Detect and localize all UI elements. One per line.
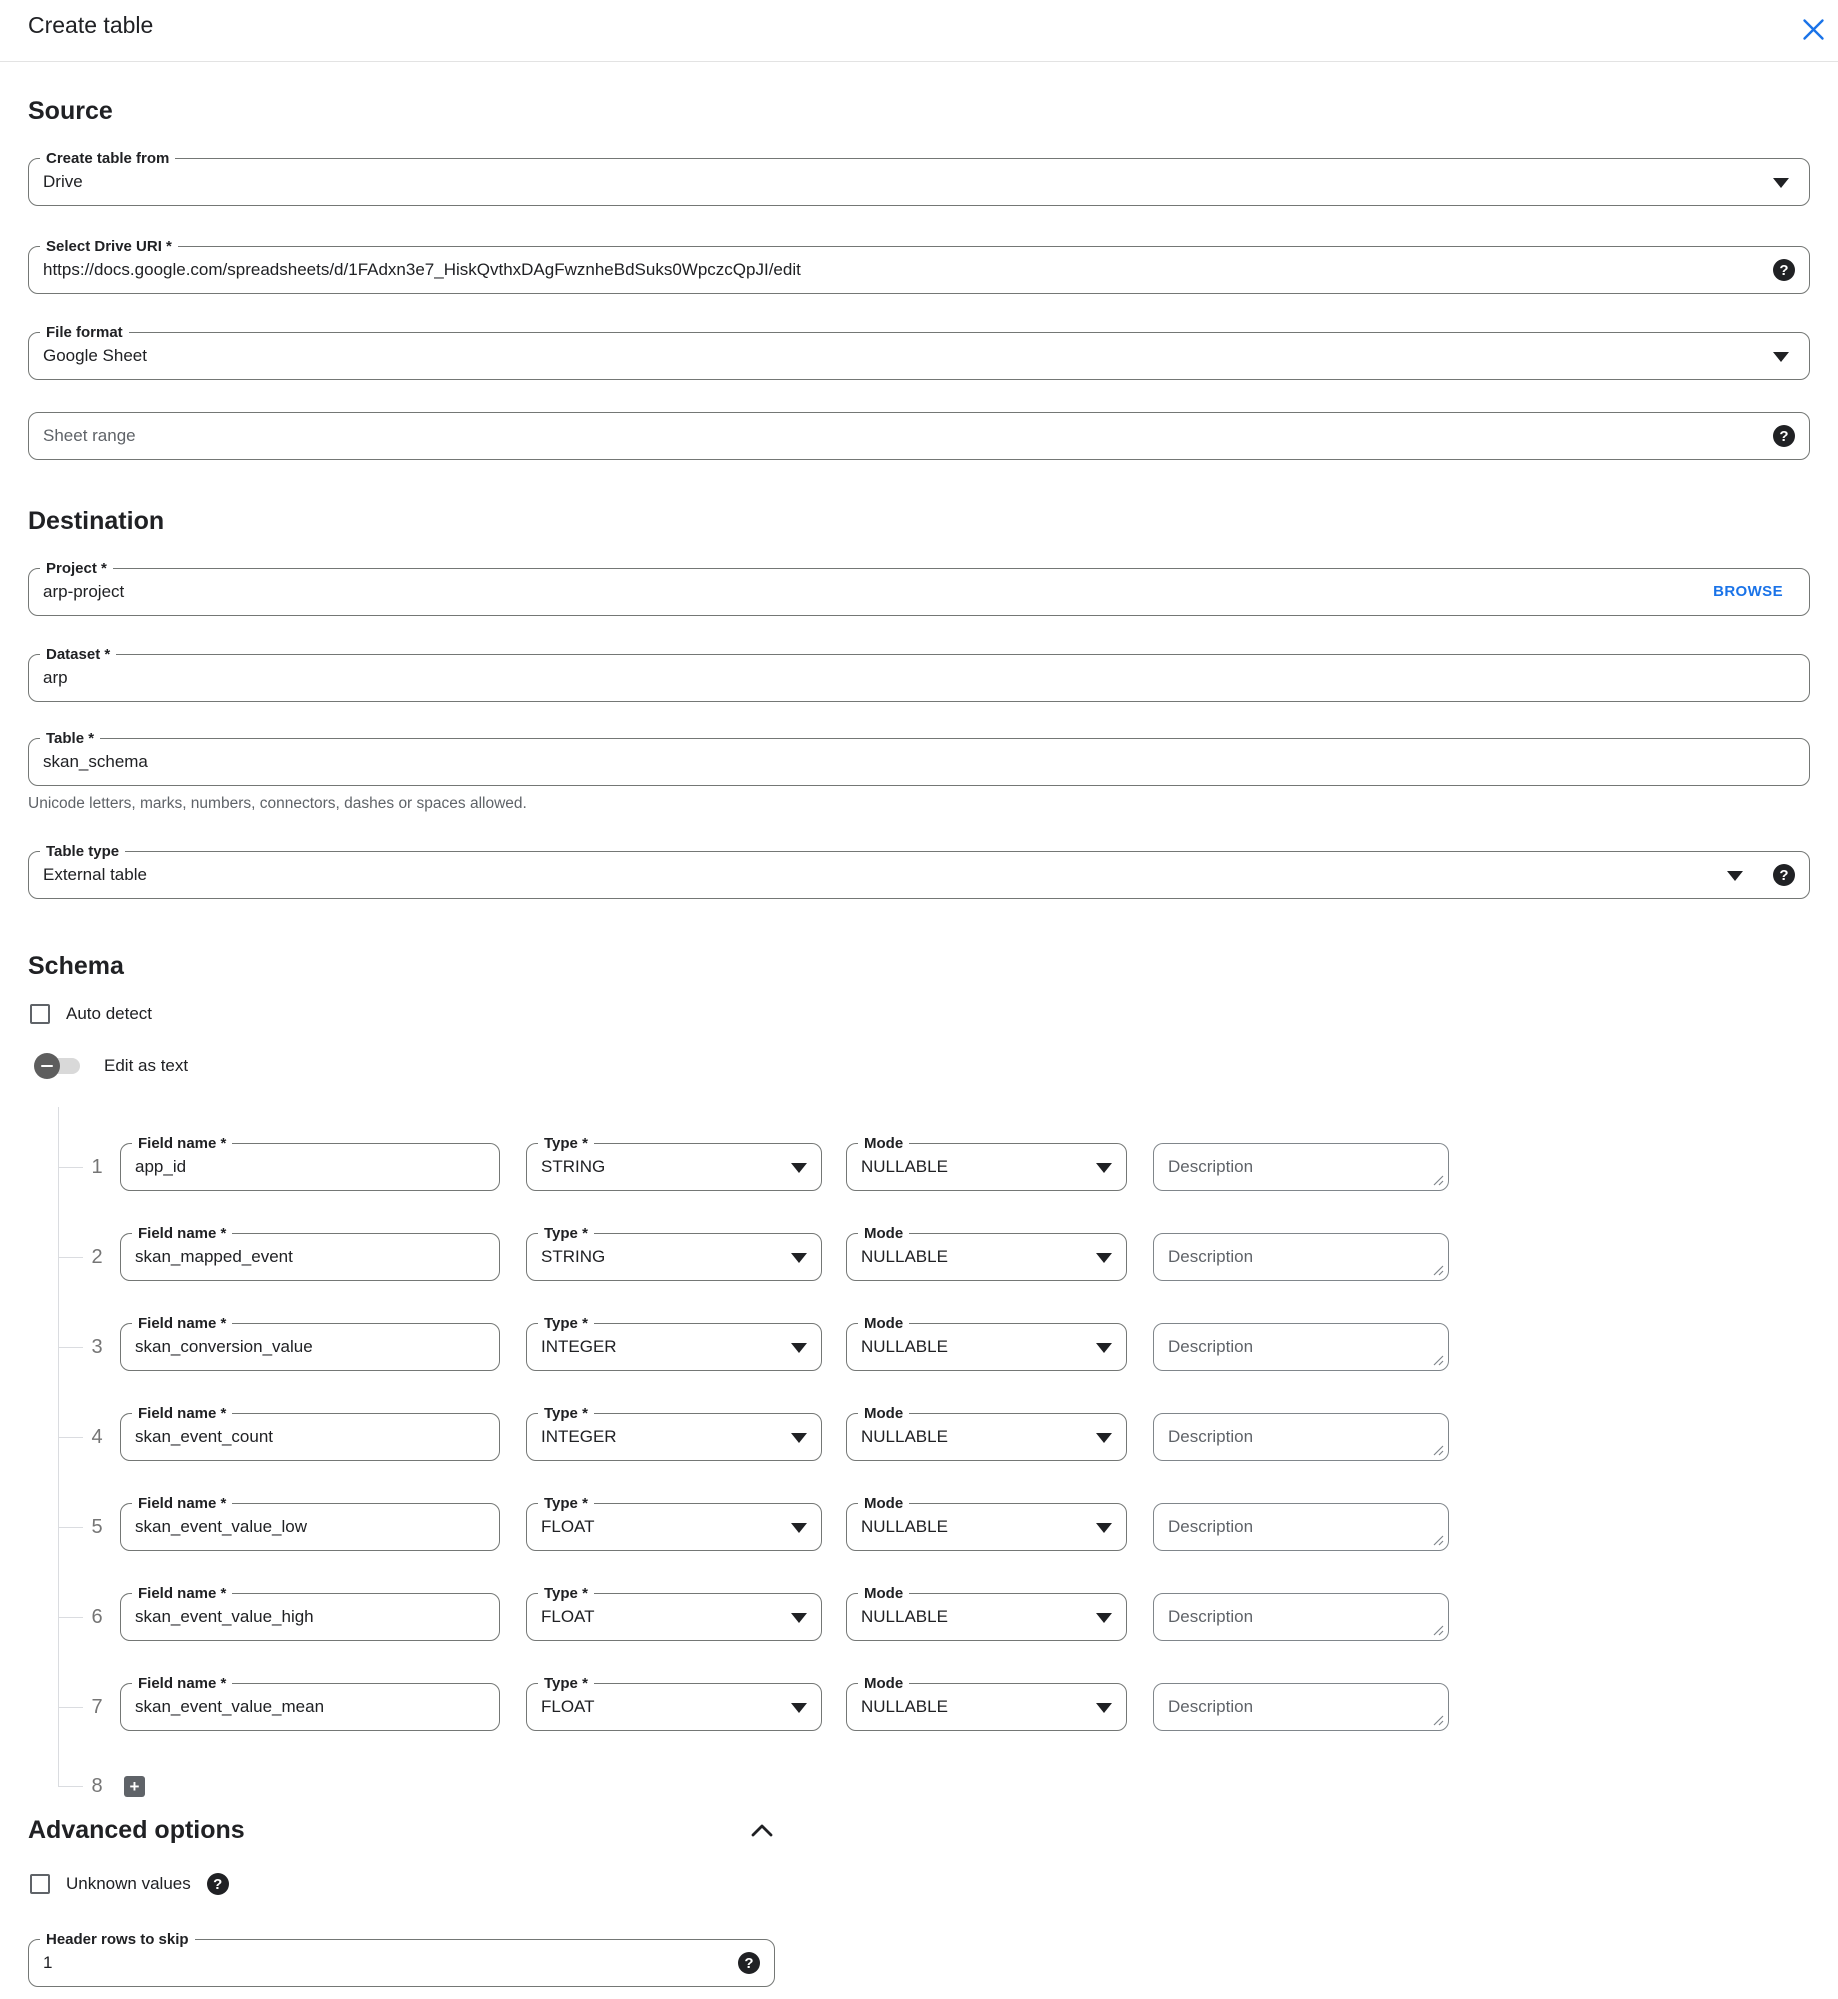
field-type-value: FLOAT	[541, 1697, 595, 1716]
field-name-field	[120, 1585, 500, 1641]
field-description-field	[1153, 1593, 1449, 1641]
header-rows-to-skip-field	[28, 1931, 775, 1987]
field-type-value: STRING	[541, 1157, 606, 1176]
edit-as-text-toggle[interactable]	[34, 1053, 80, 1079]
field-type-label: Type *	[538, 1584, 594, 1603]
field-name-label: Field name *	[132, 1134, 232, 1153]
field-name-label: Field name *	[132, 1404, 232, 1423]
schema-row-number: 3	[91, 1335, 103, 1358]
field-name-field	[120, 1135, 500, 1191]
field-mode-select[interactable]	[846, 1405, 1127, 1461]
file-format-label: File format	[40, 323, 129, 342]
schema-rows	[28, 1135, 1810, 1731]
dialog-title: Create table	[28, 12, 154, 38]
field-name-label: Field name *	[132, 1584, 232, 1603]
field-type-label: Type *	[538, 1224, 594, 1243]
field-type-value: FLOAT	[541, 1607, 595, 1626]
help-icon[interactable]: ?	[1773, 425, 1795, 447]
field-type-value: INTEGER	[541, 1337, 617, 1356]
dropdown-caret-icon	[791, 1523, 807, 1533]
schema-row	[28, 1315, 1810, 1371]
table-name-input[interactable]	[29, 739, 1809, 785]
field-mode-value: NULLABLE	[861, 1157, 948, 1176]
field-name-label: Field name *	[132, 1224, 232, 1243]
dropdown-caret-icon	[1096, 1163, 1112, 1173]
create-table-from-label: Create table from	[40, 149, 175, 168]
dropdown-caret-icon	[1727, 871, 1743, 881]
sheet-range-input[interactable]	[29, 413, 1809, 459]
schema-row-number: 8	[91, 1774, 103, 1797]
field-type-label: Type *	[538, 1404, 594, 1423]
field-mode-label: Mode	[858, 1674, 909, 1693]
field-type-value: STRING	[541, 1247, 606, 1266]
resize-handle-icon[interactable]	[1433, 1175, 1444, 1186]
field-mode-value: NULLABLE	[861, 1247, 948, 1266]
project-field	[28, 560, 1810, 616]
field-description-input[interactable]	[1154, 1144, 1448, 1190]
auto-detect-checkbox[interactable]	[30, 1004, 50, 1024]
dataset-input[interactable]	[29, 655, 1809, 701]
field-type-value: INTEGER	[541, 1427, 617, 1446]
schema-field-list	[28, 1135, 1810, 1799]
field-description-input[interactable]	[1154, 1414, 1448, 1460]
help-icon[interactable]: ?	[738, 1952, 760, 1974]
dropdown-caret-icon	[1096, 1253, 1112, 1263]
resize-handle-icon[interactable]	[1433, 1265, 1444, 1276]
create-table-from-select[interactable]	[28, 150, 1810, 206]
dropdown-caret-icon	[791, 1433, 807, 1443]
field-type-label: Type *	[538, 1674, 594, 1693]
field-description-field	[1153, 1323, 1449, 1371]
field-mode-select[interactable]	[846, 1585, 1127, 1641]
field-type-select[interactable]	[526, 1495, 822, 1551]
field-type-select[interactable]	[526, 1405, 822, 1461]
dropdown-caret-icon	[791, 1163, 807, 1173]
resize-handle-icon[interactable]	[1433, 1535, 1444, 1546]
field-mode-value: NULLABLE	[861, 1697, 948, 1716]
edit-as-text-label: Edit as text	[104, 1056, 189, 1075]
schema-row-number: 6	[91, 1605, 103, 1628]
field-mode-select[interactable]	[846, 1495, 1127, 1551]
dropdown-caret-icon	[791, 1343, 807, 1353]
unknown-values-checkbox[interactable]	[30, 1874, 50, 1894]
field-mode-label: Mode	[858, 1584, 909, 1603]
schema-add-row	[28, 1773, 1810, 1799]
field-mode-label: Mode	[858, 1224, 909, 1243]
field-name-label: Field name *	[132, 1314, 232, 1333]
dropdown-caret-icon	[1096, 1703, 1112, 1713]
field-name-field	[120, 1225, 500, 1281]
auto-detect-row	[30, 1003, 1810, 1025]
dropdown-caret-icon	[1096, 1433, 1112, 1443]
schema-row	[28, 1405, 1810, 1461]
browse-button[interactable]: BROWSE	[1713, 583, 1783, 600]
schema-row	[28, 1135, 1810, 1191]
field-type-select[interactable]	[526, 1315, 822, 1371]
dialog-body	[0, 96, 1838, 1987]
schema-row	[28, 1585, 1810, 1641]
collapse-section-button[interactable]	[749, 1817, 775, 1843]
dropdown-caret-icon	[791, 1253, 807, 1263]
field-mode-select[interactable]	[846, 1225, 1127, 1281]
table-type-label: Table type	[40, 842, 125, 861]
help-icon[interactable]: ?	[1773, 864, 1795, 886]
field-type-select[interactable]	[526, 1135, 822, 1191]
dataset-label: Dataset *	[40, 645, 116, 664]
close-button[interactable]	[1798, 14, 1828, 44]
field-mode-select[interactable]	[846, 1675, 1127, 1731]
create-table-from-value: Drive	[43, 172, 83, 191]
schema-row-number: 7	[91, 1695, 103, 1718]
field-name-field	[120, 1495, 500, 1551]
field-name-field	[120, 1675, 500, 1731]
field-type-label: Type *	[538, 1494, 594, 1513]
table-type-select[interactable]	[28, 843, 1810, 899]
resize-handle-icon[interactable]	[1433, 1625, 1444, 1636]
schema-row-number: 1	[91, 1155, 103, 1178]
field-mode-select[interactable]	[846, 1315, 1127, 1371]
field-mode-value: NULLABLE	[861, 1427, 948, 1446]
auto-detect-label: Auto detect	[66, 1004, 153, 1023]
file-format-select[interactable]	[28, 324, 1810, 380]
field-mode-value: NULLABLE	[861, 1337, 948, 1356]
field-type-select[interactable]	[526, 1585, 822, 1641]
unknown-values-label: Unknown values	[66, 1874, 191, 1893]
field-type-select[interactable]	[526, 1225, 822, 1281]
unknown-values-row	[30, 1873, 1810, 1895]
dropdown-caret-icon	[1773, 178, 1789, 188]
resize-handle-icon[interactable]	[1433, 1715, 1444, 1726]
add-field-button[interactable]: +	[124, 1776, 145, 1797]
field-type-label: Type *	[538, 1314, 594, 1333]
field-mode-value: NULLABLE	[861, 1607, 948, 1626]
sheet-range-field	[28, 412, 1810, 460]
chevron-up-icon	[751, 1824, 773, 1837]
project-input[interactable]	[29, 569, 1809, 615]
schema-row-number: 2	[91, 1245, 103, 1268]
field-description-input[interactable]	[1154, 1234, 1448, 1280]
table-type-value: External table	[43, 865, 147, 884]
resize-handle-icon[interactable]	[1433, 1445, 1444, 1456]
dropdown-caret-icon	[1096, 1613, 1112, 1623]
field-mode-label: Mode	[858, 1134, 909, 1153]
field-description-input[interactable]	[1154, 1324, 1448, 1370]
destination-heading: Destination	[28, 507, 165, 535]
schema-row	[28, 1225, 1810, 1281]
field-name-label: Field name *	[132, 1674, 232, 1693]
project-label: Project *	[40, 559, 113, 578]
header-rows-to-skip-label: Header rows to skip	[40, 1930, 195, 1949]
schema-row-number: 5	[91, 1515, 103, 1538]
field-type-value: FLOAT	[541, 1517, 595, 1536]
field-mode-select[interactable]	[846, 1135, 1127, 1191]
field-mode-label: Mode	[858, 1494, 909, 1513]
dropdown-caret-icon	[1773, 352, 1789, 362]
field-mode-label: Mode	[858, 1404, 909, 1423]
field-mode-value: NULLABLE	[861, 1517, 948, 1536]
file-format-value: Google Sheet	[43, 346, 147, 365]
field-name-label: Field name *	[132, 1494, 232, 1513]
dropdown-caret-icon	[1096, 1523, 1112, 1533]
field-mode-label: Mode	[858, 1314, 909, 1333]
dropdown-caret-icon	[1096, 1343, 1112, 1353]
resize-handle-icon[interactable]	[1433, 1355, 1444, 1366]
drive-uri-input[interactable]	[29, 247, 1809, 293]
table-name-label: Table *	[40, 729, 100, 748]
dialog-header	[0, 0, 1838, 62]
advanced-options-header	[28, 1815, 775, 1845]
dataset-field	[28, 646, 1810, 702]
field-description-field	[1153, 1413, 1449, 1461]
schema-row-number: 4	[91, 1425, 103, 1448]
field-description-input[interactable]	[1154, 1684, 1448, 1730]
field-name-field	[120, 1315, 500, 1371]
drive-uri-field	[28, 238, 1810, 294]
field-description-field	[1153, 1503, 1449, 1551]
field-type-label: Type *	[538, 1134, 594, 1153]
field-name-field	[120, 1405, 500, 1461]
close-icon	[1801, 17, 1826, 42]
drive-uri-label: Select Drive URI *	[40, 237, 178, 256]
edit-as-text-row	[34, 1053, 1810, 1079]
help-icon[interactable]: ?	[207, 1873, 229, 1895]
field-description-field	[1153, 1233, 1449, 1281]
field-description-input[interactable]	[1154, 1594, 1448, 1640]
help-icon[interactable]: ?	[1773, 259, 1795, 281]
field-description-input[interactable]	[1154, 1504, 1448, 1550]
dropdown-caret-icon	[791, 1613, 807, 1623]
schema-heading: Schema	[28, 952, 124, 980]
table-name-field	[28, 730, 1810, 786]
field-type-select[interactable]	[526, 1675, 822, 1731]
table-name-helper-text: Unicode letters, marks, numbers, connectors, dashes or spaces allowed.	[28, 795, 527, 812]
advanced-options-heading: Advanced options	[28, 1816, 245, 1844]
field-description-field	[1153, 1143, 1449, 1191]
schema-row	[28, 1675, 1810, 1731]
field-description-field	[1153, 1683, 1449, 1731]
schema-row	[28, 1495, 1810, 1551]
dropdown-caret-icon	[791, 1703, 807, 1713]
source-heading: Source	[28, 97, 113, 125]
toggle-thumb-minus-icon	[34, 1053, 60, 1079]
